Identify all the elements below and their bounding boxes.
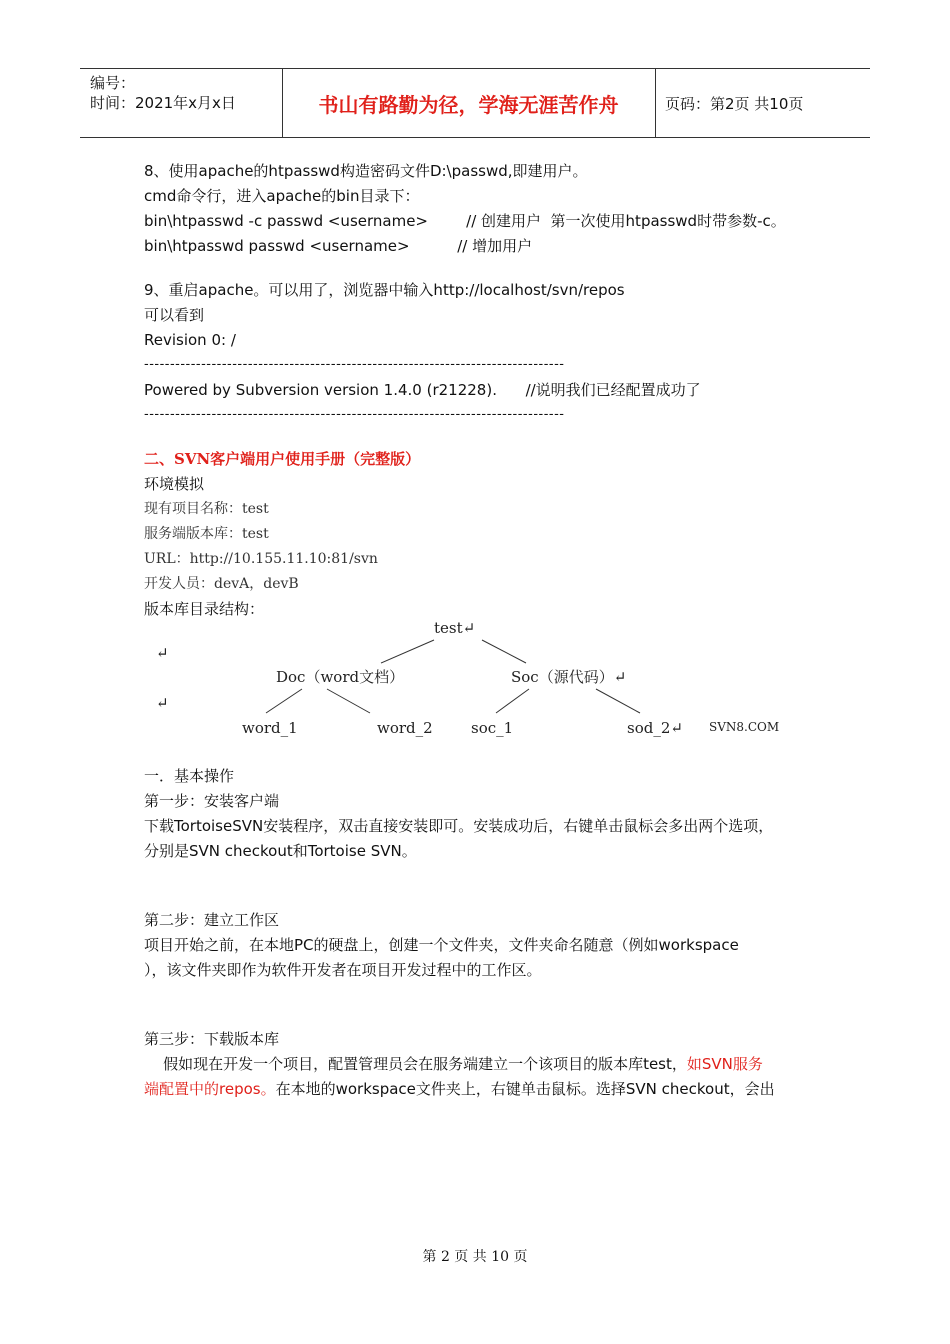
developers: 开发人员：devA，devB xyxy=(144,576,299,592)
step8-line4: bin\htpasswd passwd <username> // 增加用户 xyxy=(144,237,533,255)
dash-separator: --------------------------------------------------------------------------------- xyxy=(144,357,565,372)
step1-line2: 分别是SVN checkout和Tortoise SVN。 xyxy=(144,842,417,860)
tree-leaf: sod_2↵ xyxy=(627,719,683,737)
repo-name: 服务端版本库：test xyxy=(144,526,269,542)
tree-leaf: word_2 xyxy=(377,719,433,737)
step3-highlight: 端配置中的repos。 xyxy=(144,1080,276,1098)
step3-title: 第三步：下载版本库 xyxy=(144,1030,280,1048)
header-page-info: 页码：第2页 共10页 xyxy=(665,95,804,113)
tree-mark: ↵ xyxy=(156,644,169,662)
tree-edge xyxy=(381,640,434,663)
step8-line1: 8、使用apache的htpasswd构造密码文件D:\passwd,即建用户。 xyxy=(144,162,588,180)
page-footer: 第 2 页 共 10 页 xyxy=(422,1249,528,1265)
header-divider xyxy=(655,69,656,137)
dash-separator: --------------------------------------------------------------------------------- xyxy=(144,407,565,422)
step8-line2: cmd命令行，进入apache的bin目录下： xyxy=(144,187,420,205)
env-label: 环境模拟 xyxy=(144,475,205,493)
tree-node-root: test↵ xyxy=(434,619,476,637)
step9-line2: 可以看到 xyxy=(144,306,205,324)
step3-line1 xyxy=(144,1054,763,1074)
step2-line1: 项目开始之前，在本地PC的硬盘上，创建一个文件夹，文件夹命名随意（例如workspace xyxy=(144,936,739,954)
step9-line4: Powered by Subversion version 1.4.0 (r21228). //说明我们已经配置成功了 xyxy=(144,381,701,399)
step3-line2 xyxy=(144,1079,775,1099)
page-header xyxy=(80,68,870,138)
step1-line1: 下载TortoiseSVN安装程序，双击直接安装即可。安装成功后，右键单击鼠标会多出两个选项， xyxy=(144,817,774,835)
step3-text: 假如现在开发一个项目，配置管理员会在服务端建立一个该项目的版本库test， xyxy=(144,1055,687,1073)
step9-line3: Revision 0: / xyxy=(144,331,236,349)
project-name: 现有项目名称：test xyxy=(144,501,269,517)
step2-line2: ），该文件夹即作为软件开发者在项目开发过程中的工作区。 xyxy=(144,961,542,979)
step3-text: 在本地的workspace文件夹上，右键单击鼠标。选择SVN checkout，会出 xyxy=(275,1080,775,1098)
structure-label: 版本库目录结构： xyxy=(144,600,265,618)
section-heading: 二、SVN客户端用户使用手册（完整版） xyxy=(144,450,421,468)
tree-watermark: SVN8.COM xyxy=(709,720,780,734)
tree-leaf: soc_1 xyxy=(471,719,514,737)
number-label: 编号： xyxy=(90,74,136,92)
header-motto: 书山有路勤为径，学海无涯苦作舟 xyxy=(318,93,619,117)
tree-mark: ↵ xyxy=(156,694,169,712)
tree-edge xyxy=(482,640,526,663)
tree-edge xyxy=(596,689,640,713)
tree-node-doc: Doc（word文档） xyxy=(276,668,405,686)
date-label: 时间：2021年x月x日 xyxy=(90,94,236,112)
step9-line1: 9、重启apache。可以用了，浏览器中输入http://localhost/svn/repos xyxy=(144,281,625,299)
step1-title: 第一步：安装客户端 xyxy=(144,792,280,810)
tree-node-soc: Soc（源代码）↵ xyxy=(511,668,627,686)
repo-tree-diagram xyxy=(144,615,804,745)
repo-url: URL：http://10.155.11.10:81/svn xyxy=(144,551,378,567)
tree-leaf: word_1 xyxy=(242,719,298,737)
basic-title: 一．基本操作 xyxy=(144,767,235,785)
tree-edge xyxy=(327,689,370,713)
step2-title: 第二步：建立工作区 xyxy=(144,911,280,929)
step3-highlight: 如SVN服务 xyxy=(686,1055,763,1073)
tree-edge xyxy=(496,689,529,713)
header-meta xyxy=(90,73,236,113)
step8-line3: bin\htpasswd -c passwd <username> // 创建用户 第一次使用htpasswd时带参数-c。 xyxy=(144,212,786,230)
tree-edge xyxy=(266,689,302,713)
